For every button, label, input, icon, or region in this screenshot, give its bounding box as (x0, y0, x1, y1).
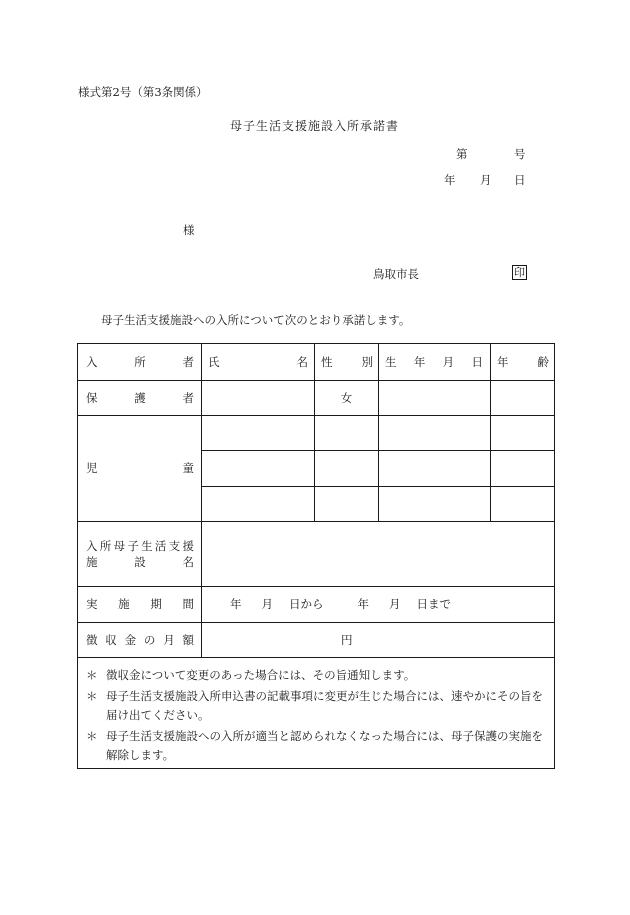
label-char: 施 (86, 554, 98, 569)
label-char: 金 (124, 632, 137, 647)
col-birth-header (385, 344, 483, 380)
note-text: 徴収金について変更のあった場合には、その旨通知します。 (106, 668, 416, 682)
date-month: 月 (480, 173, 492, 187)
label-char: 所 (99, 538, 112, 553)
issuer: 鳥取市長 (373, 267, 419, 281)
label-char: 児 (86, 461, 98, 475)
col-sex-char: 別 (361, 355, 373, 369)
note-text: 母子生活支援施設入所申込書の記載事項に変更が生じた場合には、速やかにその旨を届け出てください。 (106, 689, 543, 722)
label-facility (86, 521, 194, 586)
label-char: 所 (134, 355, 146, 369)
body-text: 母子生活支援施設への入所について次のとおり承諾します。 (101, 313, 411, 327)
note-bullet: ＊ (86, 668, 98, 682)
col-age-header (497, 344, 549, 380)
col-age-char: 齢 (537, 355, 549, 369)
fee-unit: 円 (341, 632, 353, 647)
label-char: 施 (118, 597, 130, 611)
label-period (86, 586, 194, 622)
label-char: 月 (163, 632, 175, 647)
note-item (86, 727, 548, 765)
col-name-char: 氏 (208, 355, 220, 369)
column-divider (201, 344, 202, 657)
period-to-month: 月 (389, 597, 401, 611)
col-birth-char: 生 (385, 355, 397, 369)
row-divider (78, 657, 554, 658)
col-birth-char: 月 (442, 355, 455, 369)
label-char: の (143, 632, 156, 647)
doc-number-suffix: 号 (514, 147, 526, 161)
label-char: 名 (182, 554, 194, 569)
label-char: 額 (182, 632, 194, 647)
seal-mark (512, 265, 527, 280)
period-to-year: 年 (357, 597, 369, 611)
col-sex-char: 性 (321, 355, 333, 369)
label-child (86, 415, 194, 521)
label-char: 徴 (86, 632, 98, 647)
label-char: 期 (150, 597, 162, 611)
period-to-day: 日まで (416, 597, 451, 611)
period-from-month: 月 (261, 597, 273, 611)
label-char: 護 (134, 390, 146, 405)
col-name-char: 名 (296, 355, 308, 369)
label-guardian (86, 380, 194, 415)
label-char: 活 (154, 538, 167, 553)
label-char: 間 (182, 597, 194, 611)
label-guardian-text (86, 390, 194, 406)
column-divider (490, 344, 491, 521)
col-sex-header (321, 344, 373, 380)
column-divider (378, 344, 379, 521)
note-item (86, 687, 548, 725)
label-char: 保 (86, 390, 98, 405)
guardian-sex-value (315, 380, 378, 415)
col-age-char: 年 (497, 355, 509, 369)
date-year: 年 (444, 173, 456, 187)
column-divider (314, 344, 315, 521)
col-birth-char: 日 (471, 355, 483, 369)
label-child-text (86, 460, 194, 476)
form-number: 様式第2号（第3条関係） (78, 85, 208, 99)
label-char: 支 (168, 538, 181, 553)
label-applicant-text (86, 354, 194, 370)
label-applicant (86, 344, 194, 380)
seal-box: 印 (514, 266, 525, 279)
col-name-header (208, 344, 308, 380)
doc-number-prefix: 第 (456, 147, 468, 161)
label-fee-text (86, 632, 194, 648)
label-char: 童 (182, 461, 194, 475)
addressee-suffix: 様 (183, 223, 195, 237)
fee-value (202, 622, 554, 657)
note-bullet: ＊ (86, 729, 98, 743)
label-char: 者 (182, 390, 194, 405)
approval-form-table (77, 343, 555, 769)
period-from-year: 年 (230, 597, 242, 611)
col-birth-char: 年 (413, 355, 426, 369)
label-char: 入 (86, 355, 98, 369)
period-from-day: 日から (289, 597, 324, 611)
label-facility-line1 (86, 538, 194, 554)
label-char: 設 (134, 554, 146, 569)
document-title: 母子生活支援施設入所承諾書 (230, 119, 400, 133)
date-day: 日 (514, 173, 526, 187)
note-bullet: ＊ (86, 689, 98, 703)
label-char: 実 (86, 597, 98, 611)
period-value (230, 586, 550, 622)
label-char: 生 (141, 538, 153, 553)
label-char: 援 (182, 538, 194, 553)
label-fee (86, 622, 194, 657)
label-facility-line2 (86, 554, 194, 570)
label-char: 者 (182, 355, 194, 369)
label-char: 入 (86, 538, 98, 553)
note-text: 母子生活支援施設への入所が適当と認められなくなった場合には、母子保護の実施を解除します。 (106, 729, 543, 762)
label-char: 母 (113, 538, 126, 553)
guardian-sex-text: 女 (340, 390, 353, 405)
label-period-text (86, 596, 194, 612)
note-item (86, 666, 548, 685)
label-char: 収 (105, 632, 117, 647)
label-char: 子 (127, 538, 139, 553)
